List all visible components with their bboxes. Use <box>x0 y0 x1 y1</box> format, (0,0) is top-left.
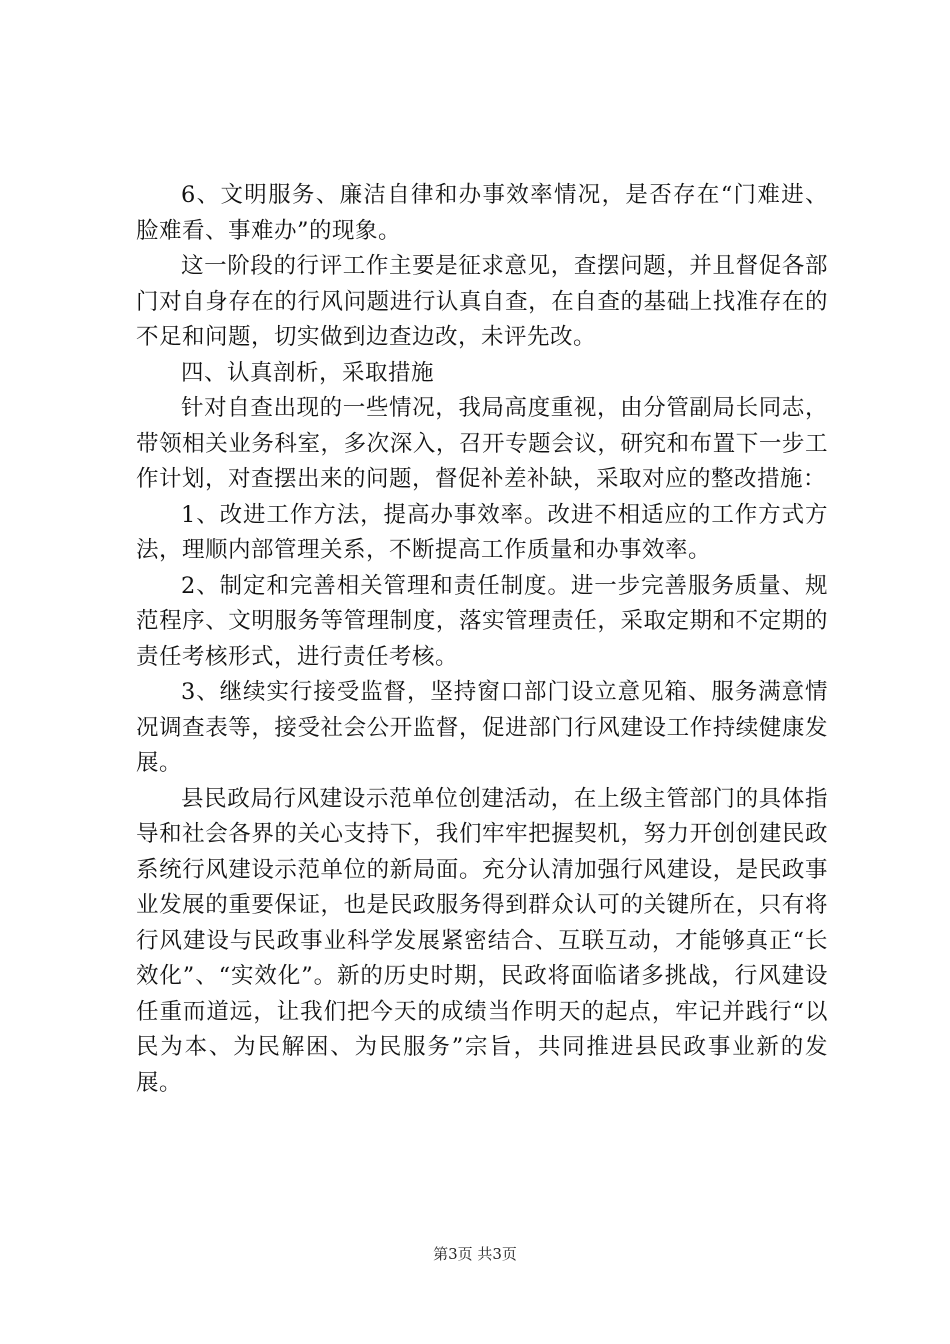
document-body <box>136 178 828 1101</box>
page-number-footer: 第3页 共3页 <box>433 1245 517 1263</box>
paragraph-measure-2: 2、制定和完善相关管理和责任制度。进一步完善服务质量、规范程序、文明服务等管理制度，落实管理责任，采取定期和不定期的责任考核形式，进行责任考核。 <box>136 572 828 670</box>
paragraph-measures-intro: 针对自查出现的一些情况，我局高度重视，由分管副局长同志，带领相关业务科室，多次深入，召开专题会议，研究和布置下一步工作计划，对查摆出来的问题，督促补差补缺，采取对应的整改措施： <box>136 395 828 492</box>
paragraph-item-6-service: 6、文明服务、廉洁自律和办事效率情况，是否存在“门难进、脸难看、事难办”的现象。 <box>136 182 828 244</box>
section-heading-four: 四、认真剖析，采取措施 <box>181 359 435 386</box>
paragraph-conclusion: 县民政局行风建设示范单位创建活动，在上级主管部门的具体指导和社会各界的关心支持下，我们牢牢把握契机，努力开创创建民政系统行风建设示范单位的新局面。充分认清加强行风建设，是民政事业发展的重要保证，也是民政服务得到群众认可的关键所在，只有将行风建设与民政事业科学发展紧密结合、互联互动，才能够真正“长效化”、“实效化”。新的历史时期，民政将面临诸多挑战，行风建设任重而道远，让我们把今天的成绩当作明天的起点，牢记并践行“以民为本、为民解困、为民服务”宗旨，共同推进县民政事业新的发展。 <box>136 785 828 1096</box>
paragraph-measure-1: 1、改进工作方法，提高办事效率。改进不相适应的工作方式方法，理顺内部管理关系，不断提高工作质量和办事效率。 <box>136 501 828 563</box>
paragraph-stage-summary: 这一阶段的行评工作主要是征求意见，查摆问题，并且督促各部门对自身存在的行风问题进行认真自查，在自查的基础上找准存在的不足和问题，切实做到边查边改，未评先改。 <box>136 253 828 350</box>
paragraph-measure-3: 3、继续实行接受监督，坚持窗口部门设立意见箱、服务满意情况调查表等，接受社会公开监督，促进部门行风建设工作持续健康发展。 <box>136 679 828 776</box>
